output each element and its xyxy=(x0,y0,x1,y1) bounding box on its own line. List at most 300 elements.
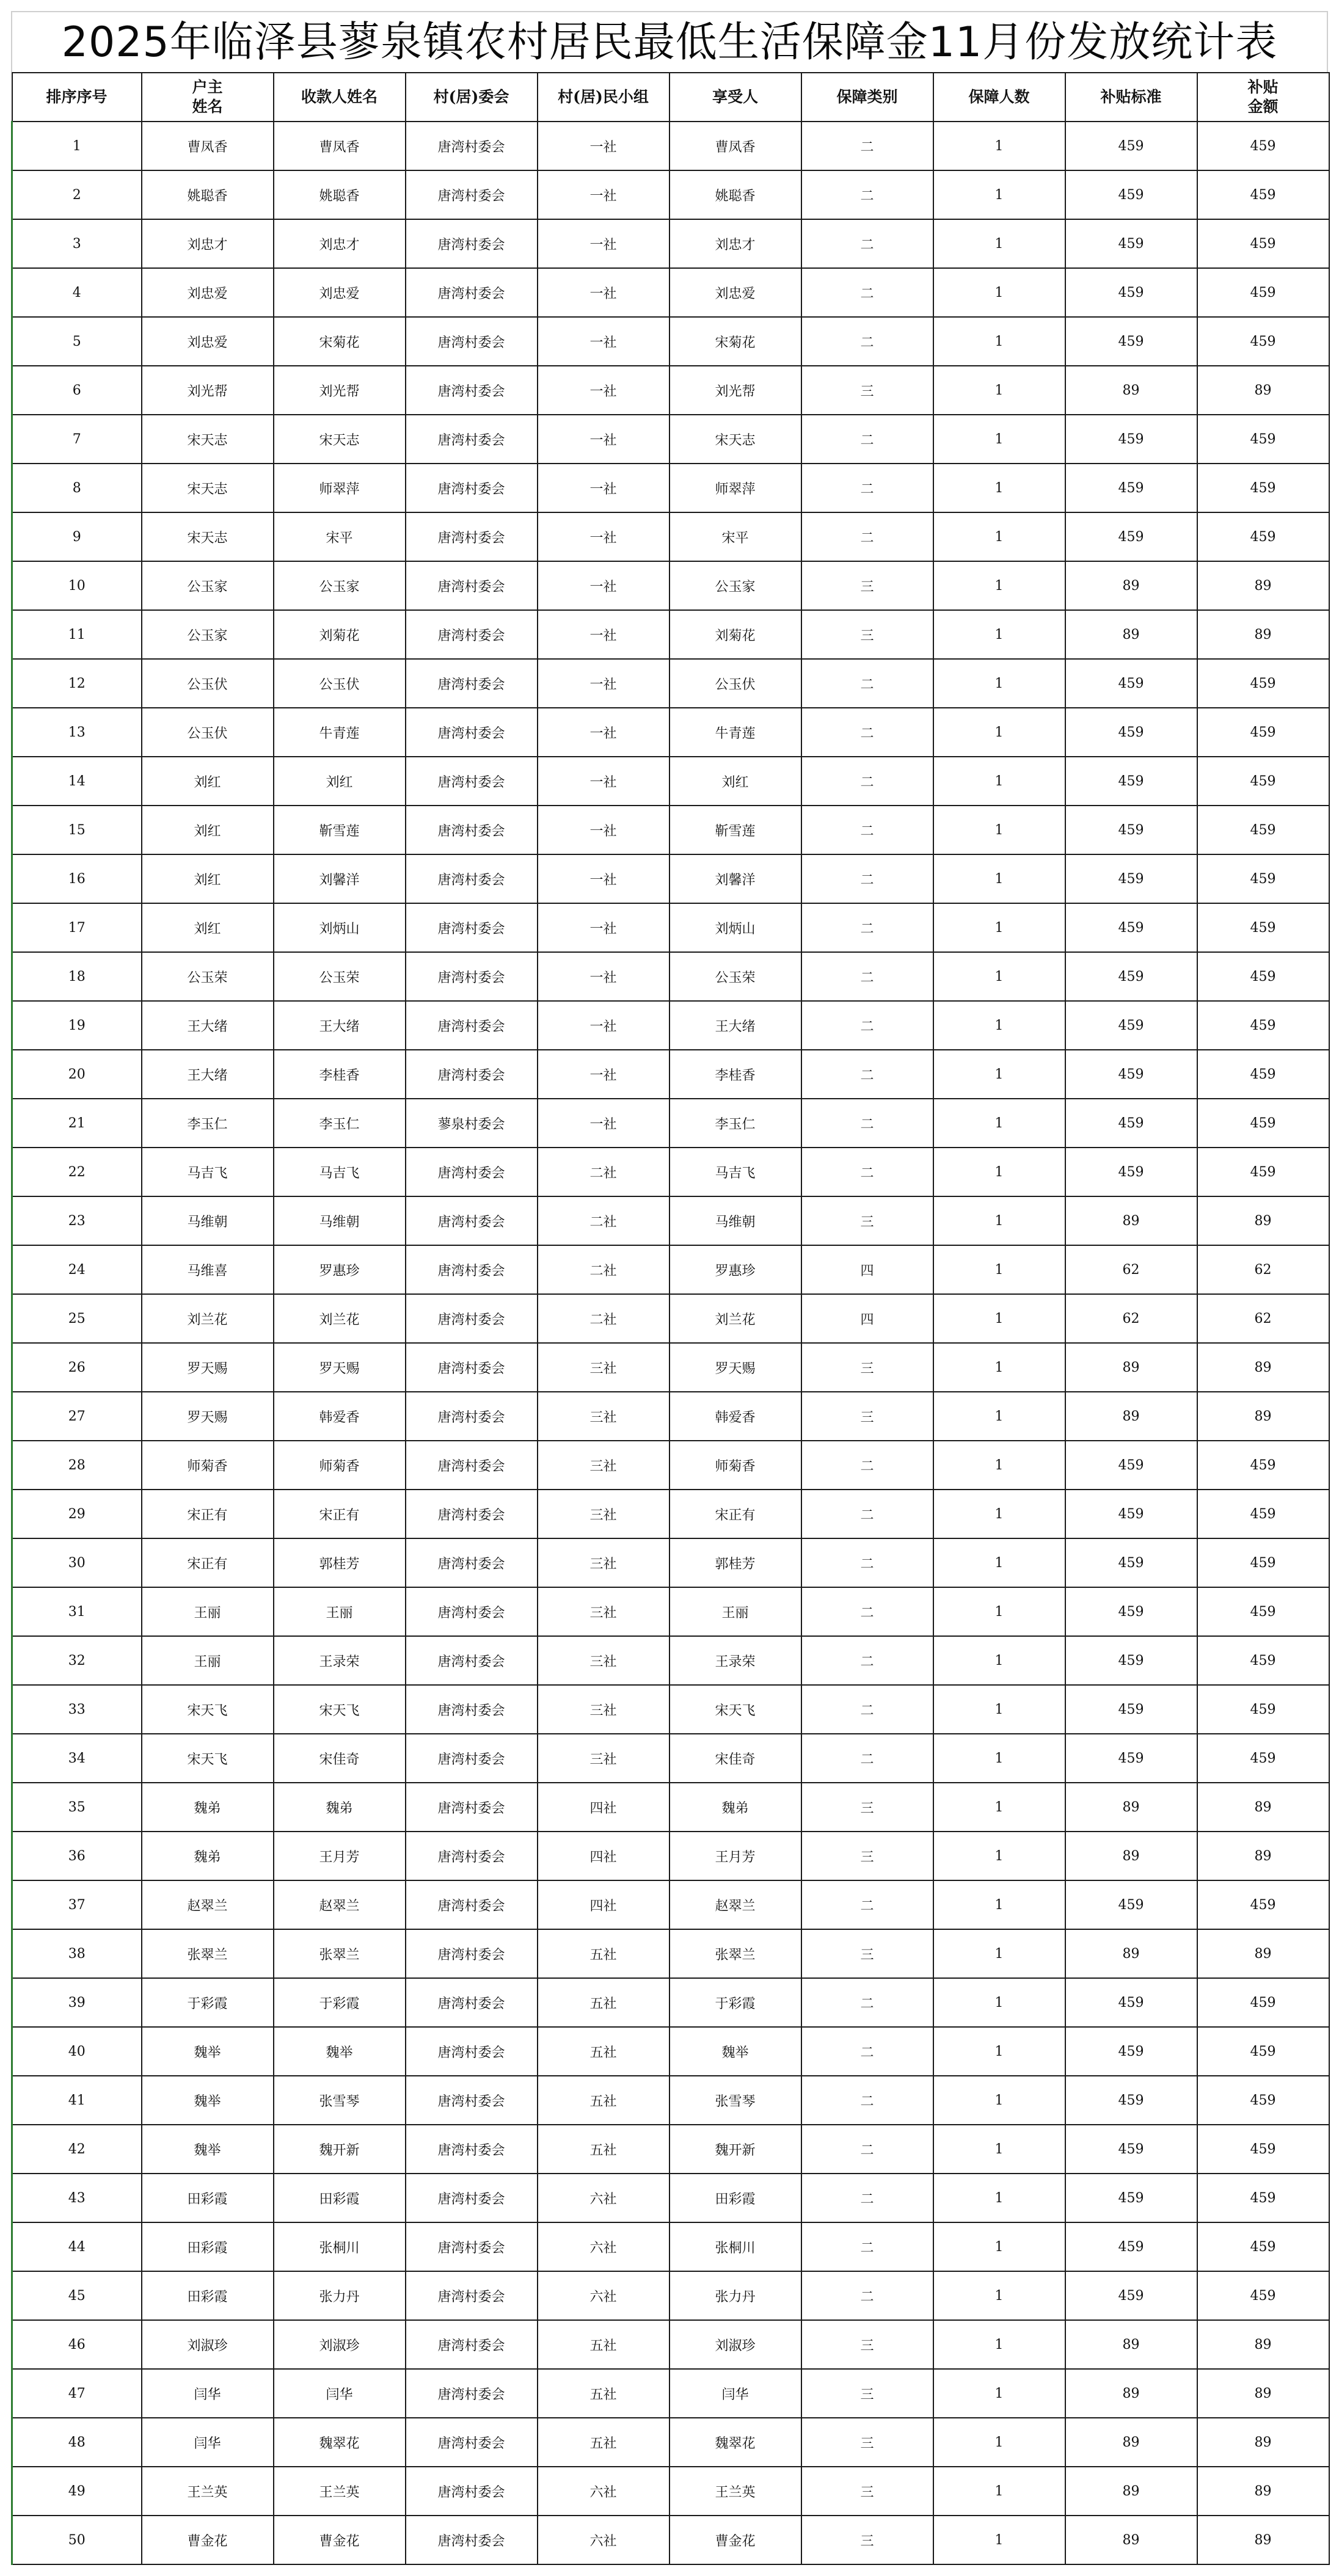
cell-payee: 宋天飞 xyxy=(274,1685,406,1734)
cell-committee: 唐湾村委会 xyxy=(406,1050,538,1099)
cell-group: 一社 xyxy=(538,268,670,317)
cell-count: 1 xyxy=(933,2076,1065,2125)
cell-payee: 魏弟 xyxy=(274,1783,406,1832)
cell-payee: 魏开新 xyxy=(274,2125,406,2174)
cell-group: 三社 xyxy=(538,1441,670,1490)
cell-group: 一社 xyxy=(538,806,670,854)
cell-committee: 唐湾村委会 xyxy=(406,659,538,708)
cell-standard: 459 xyxy=(1065,2174,1197,2222)
cell-count: 1 xyxy=(933,170,1065,219)
cell-seq: 46 xyxy=(12,2320,142,2369)
cell-payee: 罗天赐 xyxy=(274,1343,406,1392)
cell-group: 三社 xyxy=(538,1587,670,1636)
cell-standard: 459 xyxy=(1065,2076,1197,2125)
cell-group: 一社 xyxy=(538,903,670,952)
cell-householder: 刘忠爱 xyxy=(142,317,274,366)
cell-standard: 459 xyxy=(1065,2125,1197,2174)
cell-count: 1 xyxy=(933,1832,1065,1880)
cell-committee: 唐湾村委会 xyxy=(406,2467,538,2516)
cell-count: 1 xyxy=(933,659,1065,708)
cell-beneficiary: 于彩霞 xyxy=(670,1978,801,2027)
cell-group: 一社 xyxy=(538,512,670,561)
cell-seq: 48 xyxy=(12,2418,142,2467)
cell-standard: 62 xyxy=(1065,1245,1197,1294)
cell-seq: 1 xyxy=(12,122,142,170)
cell-seq: 9 xyxy=(12,512,142,561)
cell-group: 三社 xyxy=(538,1636,670,1685)
cell-amount: 89 xyxy=(1197,1343,1329,1392)
header-amount-line2: 金额 xyxy=(1247,98,1279,115)
cell-payee: 刘炳山 xyxy=(274,903,406,952)
cell-count: 1 xyxy=(933,1441,1065,1490)
cell-payee: 宋佳奇 xyxy=(274,1734,406,1783)
cell-beneficiary: 赵翠兰 xyxy=(670,1880,801,1929)
cell-beneficiary: 宋佳奇 xyxy=(670,1734,801,1783)
cell-group: 一社 xyxy=(538,219,670,268)
cell-payee: 师翠萍 xyxy=(274,464,406,512)
table-row xyxy=(12,2271,1329,2320)
cell-standard: 459 xyxy=(1065,317,1197,366)
cell-committee: 唐湾村委会 xyxy=(406,1685,538,1734)
cell-beneficiary: 牛青莲 xyxy=(670,708,801,757)
cell-beneficiary: 曹凤香 xyxy=(670,122,801,170)
cell-amount: 459 xyxy=(1197,854,1329,903)
cell-category: 二 xyxy=(801,806,933,854)
cell-category: 二 xyxy=(801,952,933,1001)
cell-category: 二 xyxy=(801,415,933,464)
cell-seq: 7 xyxy=(12,415,142,464)
cell-committee: 唐湾村委会 xyxy=(406,806,538,854)
table-row xyxy=(12,317,1329,366)
cell-count: 1 xyxy=(933,2174,1065,2222)
cell-category: 二 xyxy=(801,1538,933,1587)
cell-seq: 13 xyxy=(12,708,142,757)
cell-category: 二 xyxy=(801,1685,933,1734)
cell-category: 三 xyxy=(801,2320,933,2369)
cell-payee: 张力丹 xyxy=(274,2271,406,2320)
cell-group: 一社 xyxy=(538,366,670,415)
cell-payee: 牛青莲 xyxy=(274,708,406,757)
cell-committee: 唐湾村委会 xyxy=(406,170,538,219)
cell-group: 五社 xyxy=(538,2125,670,2174)
table-row xyxy=(12,1245,1329,1294)
cell-committee: 唐湾村委会 xyxy=(406,2369,538,2418)
cell-committee: 唐湾村委会 xyxy=(406,1343,538,1392)
cell-committee: 唐湾村委会 xyxy=(406,1734,538,1783)
cell-group: 一社 xyxy=(538,610,670,659)
cell-standard: 459 xyxy=(1065,1685,1197,1734)
cell-beneficiary: 郭桂芳 xyxy=(670,1538,801,1587)
cell-householder: 马维喜 xyxy=(142,1245,274,1294)
cell-beneficiary: 姚聪香 xyxy=(670,170,801,219)
cell-householder: 姚聪香 xyxy=(142,170,274,219)
cell-standard: 62 xyxy=(1065,1294,1197,1343)
cell-count: 1 xyxy=(933,1783,1065,1832)
cell-group: 六社 xyxy=(538,2467,670,2516)
table-row xyxy=(12,610,1329,659)
cell-committee: 唐湾村委会 xyxy=(406,2418,538,2467)
cell-payee: 公玉家 xyxy=(274,561,406,610)
table-row xyxy=(12,219,1329,268)
table-row xyxy=(12,512,1329,561)
cell-standard: 89 xyxy=(1065,2320,1197,2369)
cell-amount: 459 xyxy=(1197,659,1329,708)
cell-category: 三 xyxy=(801,2516,933,2564)
cell-payee: 马维朝 xyxy=(274,1196,406,1245)
cell-amount: 459 xyxy=(1197,2076,1329,2125)
cell-standard: 89 xyxy=(1065,561,1197,610)
cell-beneficiary: 闫华 xyxy=(670,2369,801,2418)
cell-householder: 宋天志 xyxy=(142,464,274,512)
header-beneficiary: 享受人 xyxy=(670,73,801,122)
cell-payee: 刘淑珍 xyxy=(274,2320,406,2369)
cell-committee: 唐湾村委会 xyxy=(406,464,538,512)
cell-seq: 3 xyxy=(12,219,142,268)
cell-category: 二 xyxy=(801,1050,933,1099)
cell-amount: 459 xyxy=(1197,464,1329,512)
table-row xyxy=(12,1050,1329,1099)
table-row xyxy=(12,1783,1329,1832)
cell-standard: 459 xyxy=(1065,464,1197,512)
cell-count: 1 xyxy=(933,1294,1065,1343)
cell-standard: 89 xyxy=(1065,2369,1197,2418)
cell-amount: 459 xyxy=(1197,512,1329,561)
cell-householder: 张翠兰 xyxy=(142,1929,274,1978)
cell-householder: 公玉伏 xyxy=(142,659,274,708)
cell-seq: 19 xyxy=(12,1001,142,1050)
cell-group: 一社 xyxy=(538,415,670,464)
cell-category: 三 xyxy=(801,1783,933,1832)
cell-standard: 89 xyxy=(1065,2516,1197,2564)
cell-amount: 459 xyxy=(1197,1099,1329,1148)
cell-group: 六社 xyxy=(538,2174,670,2222)
cell-payee: 魏举 xyxy=(274,2027,406,2076)
cell-committee: 唐湾村委会 xyxy=(406,1441,538,1490)
cell-count: 1 xyxy=(933,806,1065,854)
cell-householder: 闫华 xyxy=(142,2369,274,2418)
header-group: 村(居)民小组 xyxy=(538,73,670,122)
cell-count: 1 xyxy=(933,1685,1065,1734)
cell-seq: 22 xyxy=(12,1148,142,1196)
cell-beneficiary: 马吉飞 xyxy=(670,1148,801,1196)
cell-committee: 唐湾村委会 xyxy=(406,1490,538,1538)
header-householder-line2: 姓名 xyxy=(192,98,223,115)
cell-householder: 宋天飞 xyxy=(142,1685,274,1734)
cell-category: 四 xyxy=(801,1245,933,1294)
cell-householder: 公玉荣 xyxy=(142,952,274,1001)
cell-standard: 89 xyxy=(1065,1832,1197,1880)
cell-standard: 459 xyxy=(1065,1441,1197,1490)
cell-amount: 89 xyxy=(1197,1783,1329,1832)
cell-amount: 89 xyxy=(1197,2516,1329,2564)
cell-householder: 王兰英 xyxy=(142,2467,274,2516)
cell-count: 1 xyxy=(933,122,1065,170)
cell-standard: 89 xyxy=(1065,2467,1197,2516)
cell-standard: 459 xyxy=(1065,415,1197,464)
table-row xyxy=(12,2222,1329,2271)
cell-standard: 459 xyxy=(1065,903,1197,952)
cell-householder: 罗天赐 xyxy=(142,1343,274,1392)
cell-amount: 459 xyxy=(1197,1880,1329,1929)
cell-amount: 89 xyxy=(1197,610,1329,659)
cell-group: 三社 xyxy=(538,1734,670,1783)
cell-payee: 公玉伏 xyxy=(274,659,406,708)
cell-payee: 李桂香 xyxy=(274,1050,406,1099)
cell-seq: 38 xyxy=(12,1929,142,1978)
cell-group: 一社 xyxy=(538,170,670,219)
cell-payee: 王兰英 xyxy=(274,2467,406,2516)
cell-beneficiary: 王大绪 xyxy=(670,1001,801,1050)
cell-standard: 459 xyxy=(1065,170,1197,219)
cell-seq: 18 xyxy=(12,952,142,1001)
cell-group: 六社 xyxy=(538,2222,670,2271)
header-householder xyxy=(142,73,274,122)
cell-count: 1 xyxy=(933,1538,1065,1587)
cell-count: 1 xyxy=(933,2467,1065,2516)
header-amount-line1: 补贴 xyxy=(1247,78,1279,96)
cell-group: 五社 xyxy=(538,2369,670,2418)
cell-beneficiary: 魏弟 xyxy=(670,1783,801,1832)
cell-householder: 刘忠才 xyxy=(142,219,274,268)
cell-beneficiary: 魏开新 xyxy=(670,2125,801,2174)
cell-beneficiary: 宋正有 xyxy=(670,1490,801,1538)
cell-count: 1 xyxy=(933,1099,1065,1148)
cell-committee: 唐湾村委会 xyxy=(406,1929,538,1978)
cell-amount: 89 xyxy=(1197,2418,1329,2467)
cell-committee: 唐湾村委会 xyxy=(406,1880,538,1929)
cell-payee: 刘菊花 xyxy=(274,610,406,659)
cell-group: 三社 xyxy=(538,1538,670,1587)
cell-payee: 曹凤香 xyxy=(274,122,406,170)
cell-householder: 宋天志 xyxy=(142,415,274,464)
table-header xyxy=(12,73,1329,122)
cell-amount: 459 xyxy=(1197,1050,1329,1099)
cell-payee: 公玉荣 xyxy=(274,952,406,1001)
cell-payee: 田彩霞 xyxy=(274,2174,406,2222)
table-row xyxy=(12,2320,1329,2369)
table-row xyxy=(12,1099,1329,1148)
cell-householder: 赵翠兰 xyxy=(142,1880,274,1929)
table-row xyxy=(12,1196,1329,1245)
table-row xyxy=(12,366,1329,415)
cell-count: 1 xyxy=(933,1245,1065,1294)
cell-amount: 62 xyxy=(1197,1294,1329,1343)
cell-category: 二 xyxy=(801,1587,933,1636)
cell-standard: 89 xyxy=(1065,1783,1197,1832)
cell-beneficiary: 王兰英 xyxy=(670,2467,801,2516)
cell-seq: 27 xyxy=(12,1392,142,1441)
cell-count: 1 xyxy=(933,1001,1065,1050)
cell-count: 1 xyxy=(933,2516,1065,2564)
cell-householder: 田彩霞 xyxy=(142,2222,274,2271)
cell-committee: 唐湾村委会 xyxy=(406,268,538,317)
cell-amount: 459 xyxy=(1197,903,1329,952)
cell-category: 二 xyxy=(801,2174,933,2222)
cell-category: 三 xyxy=(801,2418,933,2467)
cell-seq: 5 xyxy=(12,317,142,366)
cell-count: 1 xyxy=(933,317,1065,366)
cell-beneficiary: 罗天赐 xyxy=(670,1343,801,1392)
cell-amount: 459 xyxy=(1197,2027,1329,2076)
cell-count: 1 xyxy=(933,854,1065,903)
cell-householder: 刘淑珍 xyxy=(142,2320,274,2369)
table-row xyxy=(12,1343,1329,1392)
cell-committee: 唐湾村委会 xyxy=(406,2027,538,2076)
cell-group: 一社 xyxy=(538,757,670,806)
header-standard: 补贴标准 xyxy=(1065,73,1197,122)
cell-householder: 田彩霞 xyxy=(142,2271,274,2320)
cell-group: 四社 xyxy=(538,1783,670,1832)
table-row xyxy=(12,561,1329,610)
cell-payee: 刘忠才 xyxy=(274,219,406,268)
cell-householder: 宋天飞 xyxy=(142,1734,274,1783)
header-householder-line1: 户主 xyxy=(192,78,223,96)
cell-amount: 459 xyxy=(1197,1978,1329,2027)
cell-amount: 89 xyxy=(1197,366,1329,415)
cell-standard: 459 xyxy=(1065,268,1197,317)
cell-amount: 459 xyxy=(1197,268,1329,317)
header-count: 保障人数 xyxy=(933,73,1065,122)
cell-amount: 459 xyxy=(1197,122,1329,170)
table-row xyxy=(12,1490,1329,1538)
table-row xyxy=(12,1929,1329,1978)
cell-category: 二 xyxy=(801,757,933,806)
cell-payee: 赵翠兰 xyxy=(274,1880,406,1929)
cell-group: 六社 xyxy=(538,2516,670,2564)
cell-category: 二 xyxy=(801,2222,933,2271)
cell-amount: 459 xyxy=(1197,1490,1329,1538)
cell-category: 二 xyxy=(801,1978,933,2027)
cell-seq: 44 xyxy=(12,2222,142,2271)
cell-seq: 34 xyxy=(12,1734,142,1783)
cell-standard: 89 xyxy=(1065,610,1197,659)
cell-seq: 36 xyxy=(12,1832,142,1880)
cell-count: 1 xyxy=(933,1343,1065,1392)
cell-seq: 16 xyxy=(12,854,142,903)
cell-category: 三 xyxy=(801,610,933,659)
cell-group: 一社 xyxy=(538,464,670,512)
table-row xyxy=(12,2125,1329,2174)
cell-seq: 14 xyxy=(12,757,142,806)
cell-beneficiary: 公玉家 xyxy=(670,561,801,610)
header-seq: 排序序号 xyxy=(12,73,142,122)
cell-count: 1 xyxy=(933,1050,1065,1099)
cell-seq: 21 xyxy=(12,1099,142,1148)
cell-committee: 唐湾村委会 xyxy=(406,2320,538,2369)
cell-group: 二社 xyxy=(538,1196,670,1245)
cell-category: 二 xyxy=(801,1441,933,1490)
cell-seq: 33 xyxy=(12,1685,142,1734)
cell-householder: 刘忠爱 xyxy=(142,268,274,317)
header-row xyxy=(12,73,1329,122)
table-row xyxy=(12,757,1329,806)
table-row xyxy=(12,415,1329,464)
cell-seq: 24 xyxy=(12,1245,142,1294)
cell-committee: 唐湾村委会 xyxy=(406,366,538,415)
cell-payee: 姚聪香 xyxy=(274,170,406,219)
table-row xyxy=(12,2076,1329,2125)
cell-payee: 曹金花 xyxy=(274,2516,406,2564)
cell-group: 一社 xyxy=(538,122,670,170)
cell-beneficiary: 魏翠花 xyxy=(670,2418,801,2467)
cell-seq: 37 xyxy=(12,1880,142,1929)
cell-amount: 459 xyxy=(1197,170,1329,219)
cell-seq: 47 xyxy=(12,2369,142,2418)
table-row xyxy=(12,464,1329,512)
cell-group: 一社 xyxy=(538,317,670,366)
cell-category: 三 xyxy=(801,2369,933,2418)
cell-amount: 459 xyxy=(1197,1441,1329,1490)
cell-seq: 12 xyxy=(12,659,142,708)
cell-group: 一社 xyxy=(538,854,670,903)
cell-amount: 62 xyxy=(1197,1245,1329,1294)
cell-count: 1 xyxy=(933,512,1065,561)
cell-householder: 曹凤香 xyxy=(142,122,274,170)
cell-standard: 459 xyxy=(1065,122,1197,170)
cell-committee: 唐湾村委会 xyxy=(406,512,538,561)
cell-category: 二 xyxy=(801,2027,933,2076)
cell-group: 五社 xyxy=(538,1929,670,1978)
cell-committee: 唐湾村委会 xyxy=(406,2222,538,2271)
cell-amount: 459 xyxy=(1197,1685,1329,1734)
cell-group: 六社 xyxy=(538,2271,670,2320)
cell-category: 二 xyxy=(801,1099,933,1148)
cell-committee: 唐湾村委会 xyxy=(406,610,538,659)
cell-count: 1 xyxy=(933,2418,1065,2467)
cell-committee: 唐湾村委会 xyxy=(406,2174,538,2222)
cell-seq: 23 xyxy=(12,1196,142,1245)
cell-payee: 宋平 xyxy=(274,512,406,561)
cell-committee: 唐湾村委会 xyxy=(406,415,538,464)
cell-beneficiary: 王丽 xyxy=(670,1587,801,1636)
cell-committee: 唐湾村委会 xyxy=(406,1538,538,1587)
cell-payee: 马吉飞 xyxy=(274,1148,406,1196)
cell-seq: 15 xyxy=(12,806,142,854)
table-row xyxy=(12,1294,1329,1343)
cell-payee: 宋天志 xyxy=(274,415,406,464)
cell-payee: 魏翠花 xyxy=(274,2418,406,2467)
cell-count: 1 xyxy=(933,2320,1065,2369)
cell-standard: 89 xyxy=(1065,2418,1197,2467)
cell-amount: 459 xyxy=(1197,317,1329,366)
cell-payee: 王丽 xyxy=(274,1587,406,1636)
cell-count: 1 xyxy=(933,1196,1065,1245)
cell-count: 1 xyxy=(933,2222,1065,2271)
cell-amount: 89 xyxy=(1197,2467,1329,2516)
cell-standard: 459 xyxy=(1065,1001,1197,1050)
cell-seq: 30 xyxy=(12,1538,142,1587)
cell-amount: 89 xyxy=(1197,1929,1329,1978)
cell-standard: 459 xyxy=(1065,2271,1197,2320)
cell-payee: 王大绪 xyxy=(274,1001,406,1050)
cell-group: 五社 xyxy=(538,2076,670,2125)
cell-seq: 28 xyxy=(12,1441,142,1490)
cell-group: 一社 xyxy=(538,952,670,1001)
table-row xyxy=(12,1441,1329,1490)
cell-category: 二 xyxy=(801,708,933,757)
cell-category: 三 xyxy=(801,1392,933,1441)
cell-amount: 459 xyxy=(1197,708,1329,757)
cell-standard: 459 xyxy=(1065,952,1197,1001)
cell-beneficiary: 张桐川 xyxy=(670,2222,801,2271)
cell-committee: 蓼泉村委会 xyxy=(406,1099,538,1148)
cell-standard: 459 xyxy=(1065,2027,1197,2076)
cell-group: 一社 xyxy=(538,1001,670,1050)
cell-householder: 闫华 xyxy=(142,2418,274,2467)
cell-seq: 49 xyxy=(12,2467,142,2516)
cell-householder: 刘红 xyxy=(142,854,274,903)
cell-amount: 459 xyxy=(1197,952,1329,1001)
